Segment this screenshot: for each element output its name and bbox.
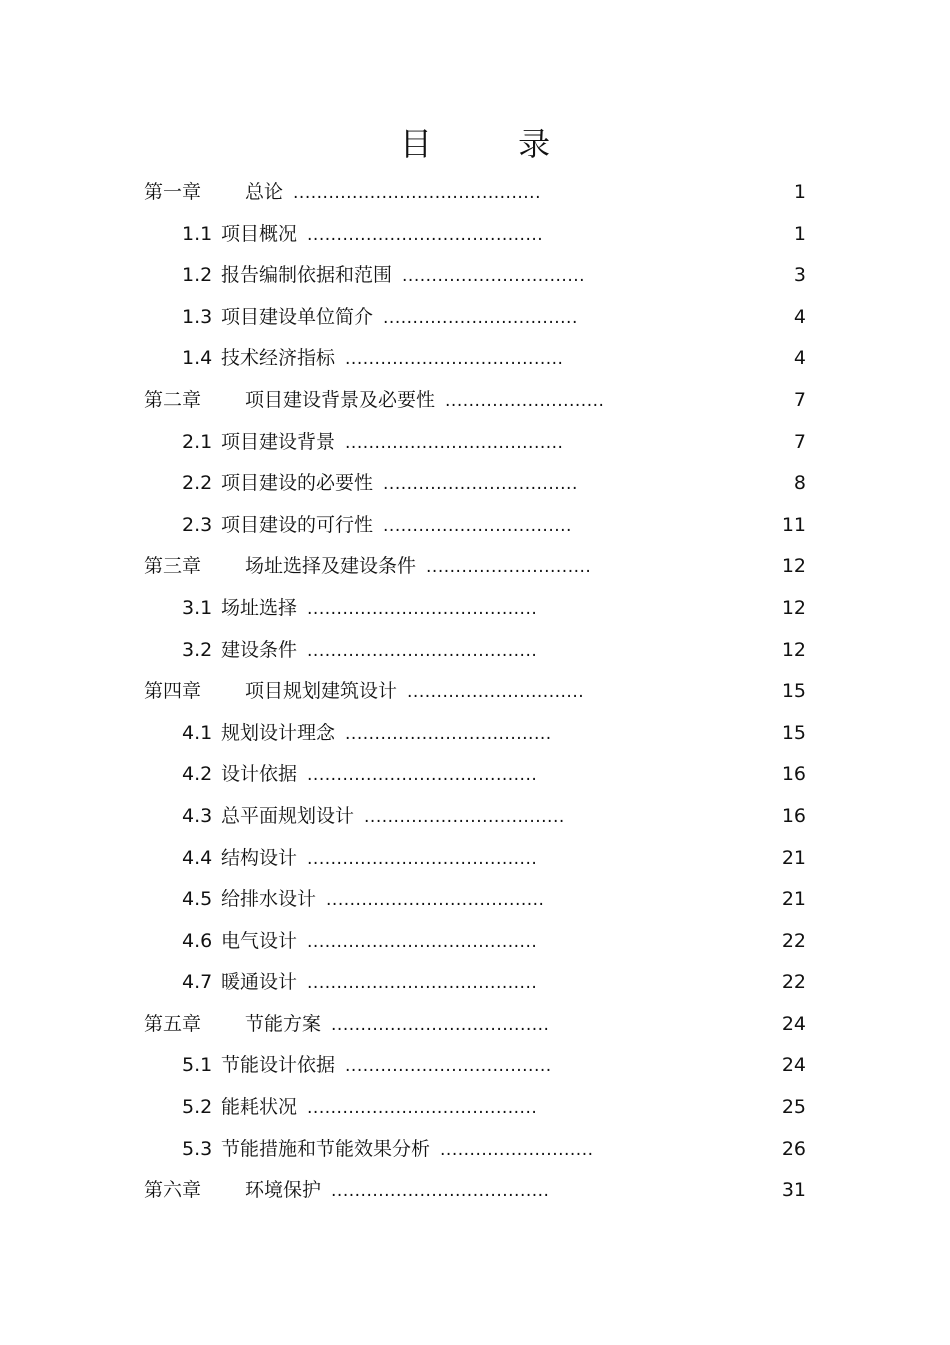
- toc-entry-label-wrap: [221, 1045, 552, 1088]
- toc-section-entry[interactable]: [0, 879, 950, 921]
- toc-entry-label-wrap: [221, 879, 544, 922]
- toc-entry-number: 4.3: [182, 804, 213, 827]
- toc-section-entry[interactable]: [0, 338, 950, 380]
- toc-section-entry[interactable]: [0, 838, 950, 880]
- toc-entry-number: 1.2: [182, 264, 213, 287]
- toc-leader-dots: .....................................: [345, 432, 564, 453]
- toc-entry-title: 项目建设的必要性: [221, 472, 374, 495]
- toc-section-entry[interactable]: [0, 588, 950, 630]
- toc-leader-dots: .................................: [383, 307, 578, 328]
- toc-page-number: 4: [793, 347, 806, 370]
- toc-entry-label-wrap: [245, 671, 584, 714]
- toc-entry-number: 4.6: [182, 929, 213, 952]
- toc-section-entry[interactable]: [0, 754, 950, 796]
- toc-entry-label-wrap: [221, 921, 537, 964]
- toc-leader-dots: ................................: [383, 515, 572, 536]
- toc-entry-title: 建设条件: [221, 638, 298, 661]
- toc-entry-label-wrap: [245, 546, 591, 589]
- toc-entry-title: 场址选择: [221, 596, 298, 619]
- toc-leader-dots: ..........................................: [293, 183, 541, 203]
- toc-entry-number: 4.4: [182, 846, 213, 869]
- toc-chapter-entry[interactable]: [0, 172, 950, 214]
- toc-entry-title: 节能措施和节能效果分析: [221, 1137, 431, 1160]
- toc-entry-label-wrap: [221, 463, 578, 506]
- toc-page-number: 11: [781, 513, 806, 536]
- toc-leader-dots: .......................................: [307, 848, 538, 869]
- toc-section-entry[interactable]: [0, 713, 950, 755]
- toc-page-number: 12: [781, 555, 806, 578]
- toc-entry-label-wrap: [245, 172, 541, 215]
- toc-page-number: 16: [781, 804, 806, 827]
- toc-entry-title: 暖通设计: [221, 971, 298, 994]
- toc-page-number: 7: [793, 388, 806, 411]
- toc-page-number: 8: [793, 472, 806, 495]
- toc-entry-label-wrap: [221, 1129, 594, 1172]
- toc-page-number: 3: [793, 264, 806, 287]
- toc-leader-dots: .....................................: [345, 349, 564, 370]
- toc-leader-dots: ...................................: [345, 723, 552, 744]
- toc-entry-title: 技术经济指标: [221, 347, 336, 370]
- toc-entry-title: 总平面规划设计: [221, 804, 355, 827]
- toc-entry-label-wrap: [221, 214, 543, 257]
- toc-leader-dots: .....................................: [326, 890, 545, 911]
- toc-entry-label-wrap: [221, 796, 565, 839]
- toc-section-entry[interactable]: [0, 1087, 950, 1129]
- toc-entry-number: 3.2: [182, 638, 213, 661]
- toc-entry-number: 第四章: [144, 680, 202, 703]
- toc-page-number: 16: [781, 763, 806, 786]
- toc-section-entry[interactable]: [0, 214, 950, 256]
- toc-entry-title: 给排水设计: [221, 888, 317, 911]
- toc-entry-number: 5.1: [182, 1054, 213, 1077]
- toc-page-number: 1: [793, 222, 806, 245]
- toc-leader-dots: .......................................: [307, 598, 538, 619]
- toc-entry-title: 设计依据: [221, 763, 298, 786]
- toc-leader-dots: .....................................: [331, 1014, 550, 1035]
- toc-entry-number: 4.1: [182, 721, 213, 744]
- toc-leader-dots: ...................................: [345, 1056, 552, 1077]
- toc-entry-label-wrap: [221, 713, 552, 756]
- toc-leader-dots: .......................................: [307, 931, 538, 952]
- toc-leader-dots: ........................................: [307, 224, 544, 245]
- toc-page-number: 22: [781, 929, 806, 952]
- toc-entry-title: 节能方案: [245, 1012, 322, 1035]
- toc-entry-label-wrap: [245, 1170, 549, 1213]
- toc-entry-label-wrap: [221, 505, 572, 548]
- toc-entry-number: 2.1: [182, 430, 213, 453]
- toc-section-entry[interactable]: [0, 962, 950, 1004]
- toc-section-entry[interactable]: [0, 422, 950, 464]
- toc-page-number: 12: [781, 596, 806, 619]
- page-title: 目 录: [399, 125, 589, 163]
- toc-entry-number: 1.1: [182, 222, 213, 245]
- toc-leader-dots: .......................................: [307, 1098, 538, 1119]
- toc-entry-number: 第二章: [144, 388, 202, 411]
- toc-section-entry[interactable]: [0, 921, 950, 963]
- toc-entry-number: 4.2: [182, 763, 213, 786]
- toc-leader-dots: ..............................: [407, 682, 585, 703]
- toc-entry-number: 5.2: [182, 1096, 213, 1119]
- toc-entry-number: 2.2: [182, 472, 213, 495]
- toc-entry-number: 1.4: [182, 347, 213, 370]
- toc-page-number: 15: [781, 721, 806, 744]
- toc-entry-label-wrap: [221, 588, 537, 631]
- toc-leader-dots: .................................: [383, 474, 578, 495]
- toc-page-number: 24: [781, 1012, 806, 1035]
- toc-entry-label-wrap: [221, 754, 537, 797]
- toc-chapter-entry[interactable]: [0, 1170, 950, 1212]
- toc-page-number: 31: [781, 1179, 806, 1202]
- toc-entry-number: 3.1: [182, 596, 213, 619]
- toc-leader-dots: ..................................: [364, 806, 565, 827]
- toc-section-entry[interactable]: [0, 463, 950, 505]
- toc-leader-dots: .....................................: [331, 1181, 550, 1202]
- toc-page-number: 21: [781, 846, 806, 869]
- toc-page-number: 4: [793, 305, 806, 328]
- toc-entry-label-wrap: [221, 838, 537, 881]
- toc-entry-number: 第一章: [144, 181, 202, 203]
- toc-entry-number: 2.3: [182, 513, 213, 536]
- toc-entry-label-wrap: [221, 630, 537, 673]
- toc-entry-label-wrap: [221, 1087, 537, 1130]
- table-of-contents: [0, 172, 950, 1212]
- toc-chapter-entry[interactable]: [0, 546, 950, 588]
- toc-leader-dots: ...........................: [445, 390, 605, 411]
- toc-chapter-entry[interactable]: [0, 671, 950, 713]
- toc-entry-number: 第六章: [144, 1179, 202, 1202]
- toc-section-entry[interactable]: [0, 1129, 950, 1171]
- toc-entry-number: 4.7: [182, 971, 213, 994]
- toc-section-entry[interactable]: [0, 505, 950, 547]
- toc-entry-title: 结构设计: [221, 846, 298, 869]
- toc-leader-dots: ...............................: [402, 266, 586, 287]
- toc-page-number: 15: [781, 680, 806, 703]
- toc-entry-title: 能耗状况: [221, 1096, 298, 1119]
- toc-entry-title: 电气设计: [221, 929, 298, 952]
- toc-page-number: 22: [781, 971, 806, 994]
- toc-entry-number: 第三章: [144, 555, 202, 578]
- toc-entry-label-wrap: [221, 422, 563, 465]
- toc-entry-title: 项目建设背景: [221, 430, 336, 453]
- toc-chapter-entry[interactable]: [0, 380, 950, 422]
- toc-page-number: 21: [781, 888, 806, 911]
- toc-entry-label-wrap: [221, 338, 563, 381]
- toc-page-number: 1: [793, 181, 806, 203]
- toc-page-number: 24: [781, 1054, 806, 1077]
- toc-leader-dots: ............................: [426, 557, 592, 578]
- toc-page-number: 25: [781, 1096, 806, 1119]
- toc-section-entry[interactable]: [0, 297, 950, 339]
- toc-entry-label-wrap: [221, 255, 585, 298]
- toc-page-number: 26: [781, 1137, 806, 1160]
- toc-entry-title: 报告编制依据和范围: [221, 264, 393, 287]
- toc-entry-title: 总论: [245, 181, 284, 203]
- toc-entry-number: 第五章: [144, 1012, 202, 1035]
- toc-entry-title: 场址选择及建设条件: [245, 555, 417, 578]
- toc-entry-number: 4.5: [182, 888, 213, 911]
- toc-leader-dots: ..........................: [440, 1139, 594, 1160]
- toc-leader-dots: .......................................: [307, 765, 538, 786]
- toc-entry-title: 项目建设背景及必要性: [245, 388, 436, 411]
- toc-entry-title: 规划设计理念: [221, 721, 336, 744]
- toc-entry-label-wrap: [221, 297, 578, 340]
- toc-entry-label-wrap: [245, 380, 604, 423]
- toc-entry-title: 节能设计依据: [221, 1054, 336, 1077]
- toc-entry-number: 1.3: [182, 305, 213, 328]
- toc-page-number: 7: [793, 430, 806, 453]
- toc-entry-label-wrap: [245, 1004, 549, 1047]
- toc-chapter-entry[interactable]: [0, 1004, 950, 1046]
- toc-section-entry[interactable]: [0, 630, 950, 672]
- toc-entry-title: 项目规划建筑设计: [245, 680, 398, 703]
- toc-page-number: 12: [781, 638, 806, 661]
- toc-entry-title: 项目概况: [221, 222, 298, 245]
- toc-entry-label-wrap: [221, 962, 537, 1005]
- toc-entry-title: 项目建设的可行性: [221, 513, 374, 536]
- toc-entry-number: 5.3: [182, 1137, 213, 1160]
- toc-entry-title: 环境保护: [245, 1179, 322, 1202]
- toc-entry-title: 项目建设单位简介: [221, 305, 374, 328]
- toc-leader-dots: .......................................: [307, 973, 538, 994]
- toc-leader-dots: .......................................: [307, 640, 538, 661]
- toc-section-entry[interactable]: [0, 796, 950, 838]
- toc-section-entry[interactable]: [0, 1045, 950, 1087]
- toc-section-entry[interactable]: [0, 255, 950, 297]
